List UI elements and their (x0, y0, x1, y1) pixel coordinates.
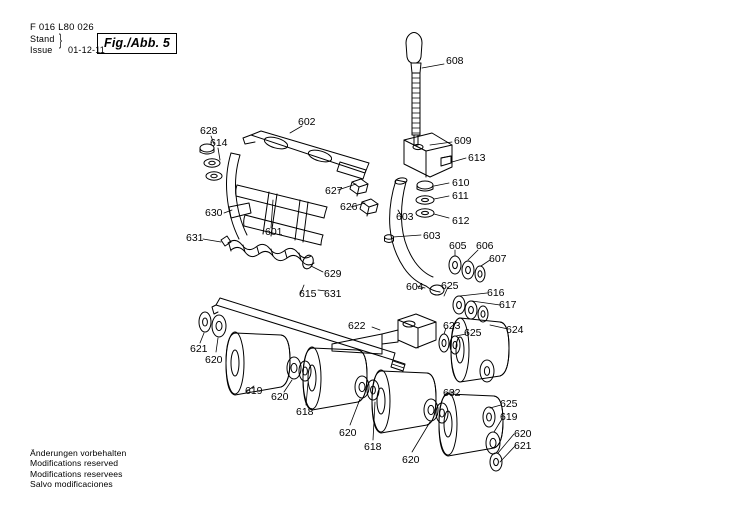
parts-605-607-washers (449, 256, 485, 282)
parts-610-612-washers (416, 181, 434, 217)
callout-619-left: 619 (245, 385, 263, 397)
parts-603-pins (385, 235, 394, 243)
callout-614: 614 (210, 137, 228, 149)
stand-label: Stand (30, 34, 55, 44)
callout-620-c: 620 (402, 454, 420, 466)
callout-632: 632 (443, 387, 461, 399)
part-number: F 016 L80 026 (30, 22, 94, 33)
callout-605: 605 (449, 240, 467, 252)
parts-628-614-washers (200, 144, 222, 180)
callout-602: 602 (298, 116, 316, 128)
part-615-shaft (212, 298, 405, 371)
callout-609: 609 (454, 135, 472, 147)
parts-620-washers-1 (287, 357, 311, 381)
footer-line-fr: Modifications reservees (30, 468, 123, 479)
callout-628: 628 (200, 125, 218, 137)
callout-625-c: 625 (500, 398, 518, 410)
callout-620-b: 620 (339, 427, 357, 439)
part-602-shaft (243, 131, 369, 179)
callout-629: 629 (324, 268, 342, 280)
part-629-spring (221, 236, 315, 270)
callout-617: 617 (499, 299, 517, 311)
callout-620-a: 620 (271, 391, 289, 403)
callout-612: 612 (452, 215, 470, 227)
parts-620-washers-2 (355, 376, 379, 400)
callout-624: 624 (506, 324, 524, 336)
callout-601: 601 (265, 226, 283, 238)
callout-622: 622 (348, 320, 366, 332)
callout-616: 616 (487, 287, 505, 299)
callout-623: 623 (443, 320, 461, 332)
callout-620-right: 620 (514, 428, 532, 440)
callout-618-b: 618 (364, 441, 382, 453)
footer-line-es: Salvo modificaciones (30, 479, 113, 490)
callout-613: 613 (468, 152, 486, 164)
callout-604: 604 (406, 281, 424, 293)
callout-627: 627 (325, 185, 343, 197)
callout-631-left: 631 (186, 232, 204, 244)
callout-607: 607 (489, 253, 507, 265)
part-608-threaded-rod (406, 33, 422, 146)
callout-621-left: 621 (190, 343, 208, 355)
callout-618-a: 618 (296, 406, 314, 418)
callout-610: 610 (452, 177, 470, 189)
footer-line-en: Modifications reserved (30, 458, 119, 469)
callout-619-right: 619 (500, 411, 518, 423)
callout-626: 626 (340, 201, 358, 213)
callout-603-lower: 603 (423, 230, 441, 242)
callout-631-mid: 631 (324, 288, 342, 300)
callout-621-right: 621 (514, 440, 532, 452)
callout-606: 606 (476, 240, 494, 252)
figure-box: Fig./Abb. 5 (97, 33, 177, 54)
document-footer (30, 448, 126, 490)
footer-line-de: Änderungen vorbehalten (30, 448, 127, 458)
callout-611: 611 (452, 190, 469, 202)
callout-615: 615 (299, 288, 317, 300)
callout-625-b: 625 (464, 327, 482, 339)
callout-620-left: 620 (205, 354, 223, 366)
parts-621-620-left-washers (199, 312, 226, 337)
issue-date: 01-12-11 (68, 45, 105, 55)
issue-label: Issue (30, 45, 53, 55)
part-609-bracket (404, 133, 452, 177)
callout-608: 608 (446, 55, 464, 67)
callout-630: 630 (205, 207, 223, 219)
callout-625-a: 625 (441, 280, 459, 292)
brace-icon: } (59, 32, 63, 49)
callout-603-upper: 603 (396, 211, 414, 223)
